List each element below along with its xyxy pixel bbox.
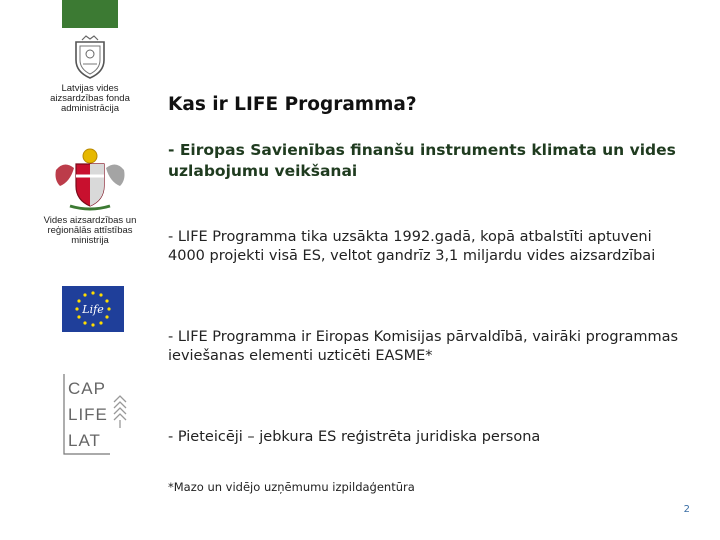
lvafa-logo — [30, 34, 150, 114]
lvafa-caption-line: aizsardzības fonda — [50, 93, 130, 104]
varam-caption-line: Vides aizsardzības un — [43, 215, 137, 226]
footnote: *Mazo un vidējo uzņēmumu izpildaģentūra — [168, 480, 415, 494]
cap-life-lat-mark — [62, 372, 136, 456]
coat-of-arms-color-icon — [50, 146, 130, 212]
page-number: 2 — [683, 504, 690, 515]
slide-title: Kas ir LIFE Programma? — [168, 94, 417, 115]
varam-logo — [30, 146, 150, 246]
varam-caption-line: ministrija — [71, 235, 109, 246]
eu-life-label: Life — [82, 303, 104, 316]
paragraph-management: - LIFE Programma ir Eiropas Komisijas pārvaldībā, vairāki programmas ieviešanas elementi uzticēti EASME* — [168, 329, 679, 364]
life-text: LIFE — [68, 405, 108, 424]
cap-life-lat-logo — [62, 372, 136, 456]
paragraph-definition: - Eiropas Savienības finanšu instruments klimata un vides uzlabojumu veikšanai — [168, 141, 676, 180]
eu-life-logo — [62, 286, 124, 332]
lat-text: LAT — [68, 431, 101, 450]
lvafa-caption-line: Latvijas vides — [61, 83, 119, 94]
top-green-bar — [62, 0, 118, 28]
coat-of-arms-icon — [70, 34, 110, 80]
cap-text: CAP — [68, 379, 106, 398]
paragraph-applicants: - Pieteicēji – jebkura ES reģistrēta juridiska persona — [168, 429, 541, 445]
lvafa-caption-line: administrācija — [60, 103, 120, 114]
paragraph-history: - LIFE Programma tika uzsākta 1992.gadā, kopā atbalstīti aptuveni 4000 projekti visā ES, veltot gandrīz 3,1 miljardu vides aizsardzībai — [168, 229, 656, 264]
eu-flag-icon — [62, 286, 124, 332]
tree-chevrons-icon — [114, 396, 126, 428]
varam-caption-line: reģionālās attīstības — [47, 225, 133, 236]
